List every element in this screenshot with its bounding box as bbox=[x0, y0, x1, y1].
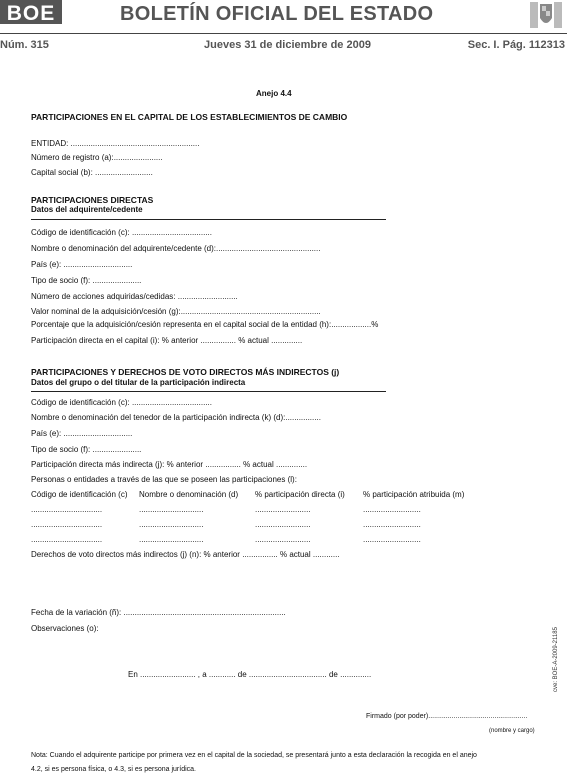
table-col-atribuida: % participación atribuida (m) bbox=[363, 490, 465, 499]
page-title: BOLETÍN OFICIAL DEL ESTADO bbox=[120, 3, 434, 25]
s1-valor-field: Valor nominal de la adquisición/cesión (g):............................................................... bbox=[31, 307, 321, 316]
table-col-nombre: Nombre o denominación (d) bbox=[139, 490, 239, 499]
table-cell: ................................ bbox=[31, 505, 103, 514]
s2-derechos-field: Derechos de voto directos más indirectos (j) (n): % anterior ................ % actual ............ bbox=[31, 550, 340, 559]
s1-participacion-field: Participación directa en el capital (i): % anterior ................ % actual .............. bbox=[31, 336, 303, 345]
svg-text:BOE: BOE bbox=[6, 2, 56, 24]
s2-personas-label: Personas o entidades a través de las que se poseen las participaciones (l): bbox=[31, 475, 297, 484]
table-cell: ......................... bbox=[255, 520, 311, 529]
issue-date: Jueves 31 de diciembre de 2009 bbox=[204, 39, 371, 51]
registro-field: Número de registro (a):...................... bbox=[31, 153, 163, 162]
annex-label: Anejo 4.4 bbox=[256, 89, 292, 98]
form-heading: PARTICIPACIONES EN EL CAPITAL DE LOS ESTABLECIMIENTOS DE CAMBIO bbox=[31, 112, 348, 122]
footnote-line-1: Nota: Cuando el adquirente participe por primera vez en el capital de la sociedad, se presentará junto a esta declaración la recogida en el anejo bbox=[31, 752, 477, 759]
table-cell: ............................. bbox=[139, 535, 204, 544]
section1-rule bbox=[31, 219, 386, 220]
table-cell: ................................ bbox=[31, 535, 103, 544]
issue-number: Núm. 315 bbox=[0, 39, 49, 51]
table-cell: ................................ bbox=[31, 520, 103, 529]
table-cell: .......................... bbox=[363, 505, 421, 514]
section2-subtitle: Datos del grupo o del titular de la participación indirecta bbox=[31, 378, 246, 387]
table-cell: ............................. bbox=[139, 520, 204, 529]
s1-acciones-field: Número de acciones adquiridas/cedidas: ........................... bbox=[31, 292, 238, 301]
footnote-line-2: 4.2, si es persona física, o 4.3, si es persona jurídica. bbox=[31, 766, 196, 773]
section2-rule bbox=[31, 391, 386, 392]
signature-caption: (nombre y cargo) bbox=[489, 728, 535, 734]
table-col-directa: % participación directa (i) bbox=[255, 490, 345, 499]
section1-title: PARTICIPACIONES DIRECTAS bbox=[31, 195, 154, 205]
s1-porcentaje-field: Porcentaje que la adquisición/cesión representa en el capital social de la entidad (h):..................% bbox=[31, 320, 379, 329]
table-cell: ......................... bbox=[255, 505, 311, 514]
s2-codigo-field: Código de identificación (c): .................................... bbox=[31, 398, 212, 407]
document-verification-code: cve: BOE-A-2009-21185 bbox=[553, 627, 559, 692]
table-cell: ......................... bbox=[255, 535, 311, 544]
s2-pais-field: País (e): ............................... bbox=[31, 429, 133, 438]
boe-logo bbox=[0, 0, 62, 24]
table-cell: .......................... bbox=[363, 535, 421, 544]
s1-tipo-field: Tipo de socio (f): ...................... bbox=[31, 276, 142, 285]
section-page: Sec. I. Pág. 112313 bbox=[467, 39, 565, 51]
coat-of-arms-icon bbox=[528, 0, 564, 30]
observaciones-label: Observaciones (o): bbox=[31, 624, 99, 633]
signature-line: Firmado (por poder)................................................... bbox=[366, 713, 528, 720]
s1-codigo-field: Código de identificación (c): .................................... bbox=[31, 228, 212, 237]
capital-field: Capital social (b): .......................... bbox=[31, 168, 153, 177]
entidad-field: ENTIDAD: .......................................................... bbox=[31, 139, 200, 148]
table-col-codigo: Código de identificación (c) bbox=[31, 490, 128, 499]
s2-tipo-field: Tipo de socio (f): ...................... bbox=[31, 445, 142, 454]
s1-nombre-field: Nombre o denominación del adquirente/cedente (d):............................................... bbox=[31, 244, 321, 253]
s2-participacion-field: Participación directa más indirecta (j): % anterior ................ % actual .............. bbox=[31, 460, 308, 469]
s2-nombre-field: Nombre o denominación del tenedor de la participación indirecta (k) (d):................ bbox=[31, 413, 321, 422]
s1-pais-field: País (e): ............................... bbox=[31, 260, 133, 269]
table-cell: ............................. bbox=[139, 505, 204, 514]
place-date-line: En ......................... , a ............ de ................................... de .............. bbox=[128, 670, 372, 679]
section2-title: PARTICIPACIONES Y DERECHOS DE VOTO DIRECTOS MÁS INDIRECTOS (j) bbox=[31, 367, 340, 377]
table-cell: .......................... bbox=[363, 520, 421, 529]
fecha-variacion-field: Fecha de la variación (ñ): ......................................................................... bbox=[31, 608, 286, 617]
header-divider bbox=[0, 33, 567, 34]
section1-subtitle: Datos del adquirente/cedente bbox=[31, 205, 143, 214]
